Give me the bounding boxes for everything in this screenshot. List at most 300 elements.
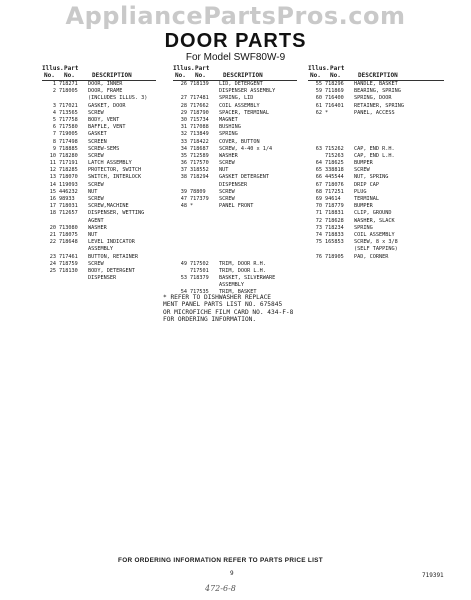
column-header <box>173 66 297 81</box>
illus-number: 26 <box>180 81 187 87</box>
part-description: GASKET DETERGENT <box>219 174 269 181</box>
part-number: 718139 <box>190 81 209 87</box>
part-row <box>42 153 156 160</box>
part-description: SCREW <box>354 167 370 174</box>
illus-number: 28 <box>180 102 187 109</box>
illus-number: 20 <box>49 224 56 231</box>
part-description: SPACER, TERMINAL <box>219 109 269 116</box>
part-number: 718076 <box>325 181 344 188</box>
part-description: LATCH ASSEMBLY <box>88 160 132 167</box>
part-description: WASHER <box>219 152 238 159</box>
header-no: No. <box>175 72 186 79</box>
illus-number: 66 <box>315 174 322 181</box>
part-description: SCREW <box>219 160 235 167</box>
part-number: 446232 <box>59 188 78 195</box>
illus-number: 1 <box>52 81 56 87</box>
illus-number: 39 <box>180 188 187 195</box>
part-row <box>308 218 444 225</box>
part-row <box>308 139 444 146</box>
part-row <box>308 203 444 210</box>
illus-number: 68 <box>315 188 322 195</box>
part-number: 718790 <box>190 109 209 116</box>
illus-number: 7 <box>52 131 56 138</box>
illus-number: 69 <box>315 196 322 202</box>
part-number: 712589 <box>190 152 209 159</box>
illus-number: 48 <box>180 203 187 210</box>
part-number: 718379 <box>190 275 209 282</box>
part-number: 717501 <box>190 267 209 274</box>
illus-number: 5 <box>52 116 56 123</box>
part-description: (INCLUDES ILLUS. 3) <box>88 95 148 102</box>
part-description: PAD, CORNER <box>354 253 389 260</box>
part-row <box>42 268 156 275</box>
part-row <box>173 268 297 275</box>
part-description: ASSEMBLY <box>219 282 244 289</box>
part-number: 718005 <box>59 88 78 95</box>
part-description: BUSHING <box>219 124 241 131</box>
header-description: DESCRIPTION <box>358 72 398 79</box>
part-row <box>42 232 156 239</box>
illus-number: 14 <box>49 181 56 188</box>
part-row <box>42 203 156 210</box>
part-number: 713565 <box>59 109 78 116</box>
part-description: PLUG <box>354 188 367 195</box>
part-row <box>42 124 156 131</box>
part-number: 94614 <box>325 196 341 202</box>
part-description: COVER, BUTTON <box>219 138 260 145</box>
part-row <box>42 189 156 196</box>
illus-number: 36 <box>180 160 187 167</box>
panel-reference-note: * REFER TO DISHWASHER REPLACE MENT PANEL PARTS LIST NO. 675845 OR MICROFICHE FILM CARD NO. 434-F-8 FOR ORDERING INFORMATION. <box>163 294 294 324</box>
part-description: SPRING, DOOR <box>354 95 392 102</box>
part-row <box>42 131 156 138</box>
part-row <box>173 88 297 95</box>
illus-number: 64 <box>315 160 322 167</box>
document-number: 719391 <box>422 572 444 579</box>
part-number: 717498 <box>59 138 78 145</box>
illus-number: 54 <box>180 289 187 296</box>
part-number: 718234 <box>325 224 344 231</box>
part-number: 718905 <box>325 253 344 260</box>
illus-number: 38 <box>180 174 187 181</box>
part-row <box>42 117 156 124</box>
illus-number: 12 <box>49 167 56 174</box>
part-row <box>308 225 444 232</box>
part-description: DRIP CAP <box>354 181 379 188</box>
part-description: DISPENSER ASSEMBLY <box>219 88 276 95</box>
part-description: BUTTON, RETAINER <box>88 253 138 260</box>
part-description: NUT, SPRING <box>354 174 389 181</box>
illus-number: 10 <box>49 152 56 159</box>
part-row <box>173 254 297 261</box>
part-row <box>173 196 297 203</box>
part-number: 718625 <box>325 160 344 167</box>
part-number: 718885 <box>59 145 78 152</box>
part-description: SCREW <box>88 109 104 116</box>
page-title: DOOR PARTS <box>164 30 307 52</box>
parts-column-1 <box>42 66 156 282</box>
part-number: * <box>190 203 194 210</box>
illus-number: 34 <box>180 145 187 152</box>
part-description: PANEL, ACCESS <box>354 109 395 116</box>
part-number: 718296 <box>325 81 344 87</box>
part-row <box>308 196 444 203</box>
part-number: 717580 <box>59 124 78 131</box>
part-number: * <box>325 109 329 116</box>
part-row <box>173 282 297 289</box>
handwritten-note: 472-6-8 <box>205 584 236 593</box>
illus-number: 61 <box>315 102 322 109</box>
part-description: CAP, END L.H. <box>354 152 395 159</box>
part-number: 78809 <box>190 188 206 195</box>
part-description: ASSEMBLY <box>88 246 113 253</box>
illus-number: 71 <box>315 210 322 217</box>
part-description: PROTECTOR, SWITCH <box>88 167 142 174</box>
part-number: 717379 <box>190 196 209 202</box>
part-row <box>308 254 444 261</box>
part-number: 717535 <box>190 289 209 296</box>
part-description: TRIM, DOOR L.H. <box>219 267 266 274</box>
header-part-no: No. <box>195 72 206 79</box>
part-row <box>173 167 297 174</box>
part-row <box>308 131 444 138</box>
illus-number: 63 <box>315 145 322 152</box>
part-description: SCREW <box>88 152 104 159</box>
part-row <box>42 81 156 88</box>
part-number: 717570 <box>190 160 209 167</box>
part-description: BUMPER <box>354 203 373 210</box>
watermark: AppliancePartsPros.com <box>65 2 406 30</box>
part-row <box>308 110 444 117</box>
part-description: RETAINER, SPRING <box>354 102 404 109</box>
illus-number: 18 <box>49 210 56 217</box>
illus-number: 24 <box>49 260 56 267</box>
part-row <box>308 103 444 110</box>
illus-number: 47 <box>180 196 187 202</box>
part-number: 718648 <box>59 239 78 246</box>
part-row <box>308 174 444 181</box>
illus-number: 9 <box>52 145 56 152</box>
part-number: 718130 <box>59 267 78 274</box>
illus-number: 67 <box>315 181 322 188</box>
part-row <box>42 146 156 153</box>
part-row <box>173 124 297 131</box>
part-row <box>173 189 297 196</box>
part-number: 715262 <box>325 145 344 152</box>
parts-column-3 <box>308 66 444 261</box>
part-row <box>42 95 156 102</box>
part-number: 712657 <box>59 210 78 217</box>
header-part-no: No. <box>64 72 75 79</box>
part-description: BODY, VENT <box>88 116 120 123</box>
part-description: SPRING <box>219 131 238 138</box>
part-number: 716400 <box>325 95 344 102</box>
illus-number: 11 <box>49 160 56 167</box>
part-row <box>42 196 156 203</box>
illus-number: 4 <box>52 109 56 116</box>
part-description: BEARING, SPRING <box>354 88 401 95</box>
part-row <box>42 275 156 282</box>
part-description: SCREW, 8 x 3/8 <box>354 239 398 246</box>
part-description: LID, DETERGENT <box>219 81 263 87</box>
part-description: COIL ASSEMBLY <box>354 231 395 238</box>
part-description: NUT <box>88 231 98 238</box>
illus-number: 22 <box>49 239 56 246</box>
illus-number: 32 <box>180 131 187 138</box>
illus-number: 23 <box>49 253 56 260</box>
part-row <box>308 189 444 196</box>
part-description: WASHER <box>88 224 107 231</box>
part-row <box>308 81 444 88</box>
part-row <box>173 139 297 146</box>
part-number: 715734 <box>190 116 209 123</box>
part-description: SPRING <box>354 224 373 231</box>
part-row <box>173 275 297 282</box>
part-description: SCREW <box>219 188 235 195</box>
page-subtitle: For Model SWF80W-9 <box>185 52 286 63</box>
illus-number: 49 <box>180 260 187 267</box>
illus-number: 31 <box>180 124 187 131</box>
part-description: AGENT <box>88 217 104 224</box>
part-row <box>308 232 444 239</box>
part-row <box>42 167 156 174</box>
part-description: HANDLE, BASKET <box>354 81 398 87</box>
column-header <box>308 66 444 81</box>
part-row <box>173 203 297 210</box>
illus-number: 76 <box>315 253 322 260</box>
illus-number: 35 <box>180 152 187 159</box>
part-description: BUMPER <box>354 160 373 167</box>
illus-number: 55 <box>315 81 322 87</box>
part-number: 718833 <box>325 231 344 238</box>
part-number: 718294 <box>190 174 209 181</box>
part-row <box>42 174 156 181</box>
part-description: BODY, DETERGENT <box>88 267 135 274</box>
part-number: 717021 <box>59 102 78 109</box>
part-number: 718422 <box>190 138 209 145</box>
part-description: SCREW <box>88 260 104 267</box>
header-part: Part <box>195 65 210 72</box>
illus-number: 75 <box>315 239 322 246</box>
part-row <box>308 146 444 153</box>
part-description: BAFFLE, VENT <box>88 124 126 131</box>
part-row <box>308 246 444 253</box>
part-row <box>308 160 444 167</box>
part-description: DISPENSER <box>219 181 248 188</box>
part-number: 717191 <box>59 160 78 167</box>
illus-number: 60 <box>315 95 322 102</box>
part-row <box>173 232 297 239</box>
part-description: TERMINAL <box>354 196 379 202</box>
illus-number: 29 <box>180 109 187 116</box>
part-row <box>308 95 444 102</box>
part-description: DISPENSER <box>88 275 117 282</box>
part-row <box>173 182 297 189</box>
header-part: Part <box>64 65 79 72</box>
illus-number: 37 <box>180 167 187 174</box>
part-number: 718280 <box>59 152 78 159</box>
part-row <box>173 160 297 167</box>
part-description: SCREW-SEMS <box>88 145 120 152</box>
part-description: COIL ASSEMBLY <box>219 102 260 109</box>
part-row <box>308 167 444 174</box>
part-number: 718628 <box>325 217 344 224</box>
part-row <box>42 182 156 189</box>
part-number: 445544 <box>325 174 344 181</box>
part-number: 713849 <box>190 131 209 138</box>
part-number: 717088 <box>190 124 209 131</box>
part-description: DISPENSER, WETTING <box>88 210 145 217</box>
illus-number: 53 <box>180 275 187 282</box>
part-number: 718831 <box>325 210 344 217</box>
part-row <box>308 182 444 189</box>
part-row <box>173 174 297 181</box>
part-row <box>308 153 444 160</box>
part-number: 718759 <box>59 260 78 267</box>
part-description: SPRING, LID <box>219 95 254 102</box>
part-row <box>42 218 156 225</box>
part-row <box>42 239 156 246</box>
part-number: 716401 <box>325 102 344 109</box>
part-row <box>173 103 297 110</box>
illus-number: 30 <box>180 116 187 123</box>
part-description: WASHER, SLACK <box>354 217 395 224</box>
part-description: SCREEN <box>88 138 107 145</box>
part-row <box>173 261 297 268</box>
part-number: 98933 <box>59 196 75 202</box>
part-row <box>42 103 156 110</box>
part-row <box>173 110 297 117</box>
part-row <box>173 218 297 225</box>
part-description: (SELF TAPPING) <box>354 246 398 253</box>
part-row <box>173 246 297 253</box>
part-number: 718687 <box>190 145 209 152</box>
illus-number: 15 <box>49 188 56 195</box>
part-row <box>173 95 297 102</box>
part-row <box>308 124 444 131</box>
part-number: 338818 <box>325 167 344 174</box>
illus-number: 27 <box>180 95 187 102</box>
part-row <box>308 239 444 246</box>
part-row <box>42 139 156 146</box>
part-row <box>42 246 156 253</box>
illus-number: 73 <box>315 224 322 231</box>
part-number: 318552 <box>190 167 209 174</box>
header-no: No. <box>310 72 321 79</box>
part-row <box>173 210 297 217</box>
header-description: DESCRIPTION <box>223 72 263 79</box>
part-description: NUT <box>219 167 229 174</box>
header-illus: Illus. <box>173 65 195 72</box>
header-description: DESCRIPTION <box>92 72 132 79</box>
part-description: SWITCH, INTERLOCK <box>88 174 142 181</box>
illus-number: 33 <box>180 138 187 145</box>
part-description: SCREW <box>219 196 235 202</box>
illus-number: 21 <box>49 231 56 238</box>
part-number: 717502 <box>190 260 209 267</box>
part-number: 718271 <box>59 81 78 87</box>
part-row <box>173 131 297 138</box>
part-description: SCREW,MACHINE <box>88 203 129 210</box>
part-number: 711869 <box>325 88 344 95</box>
part-number: 718075 <box>59 231 78 238</box>
part-description: SCREW <box>88 196 104 202</box>
part-description: GASKET <box>88 131 107 138</box>
part-row <box>42 210 156 217</box>
part-number: 713080 <box>59 224 78 231</box>
parts-column-2 <box>173 66 297 297</box>
part-number: 717481 <box>190 95 209 102</box>
header-part-no: No. <box>330 72 341 79</box>
part-number: 717758 <box>59 116 78 123</box>
part-description: DOOR, FRAME <box>88 88 123 95</box>
part-number: 718285 <box>59 167 78 174</box>
part-number: 165853 <box>325 239 344 246</box>
illus-number: 62 <box>315 109 322 116</box>
illus-number: 74 <box>315 231 322 238</box>
column-header <box>42 66 156 81</box>
part-description: BASKET, SILVERWARE <box>219 275 276 282</box>
part-row <box>173 225 297 232</box>
illus-number: 6 <box>52 124 56 131</box>
part-row <box>42 225 156 232</box>
illus-number: 16 <box>49 196 56 202</box>
part-description: SCREW, 4-40 x 1/4 <box>219 145 273 152</box>
part-number: 717662 <box>190 102 209 109</box>
part-description: TRIM, DOOR R.H. <box>219 260 266 267</box>
part-number: 718779 <box>325 203 344 210</box>
illus-number: 17 <box>49 203 56 210</box>
part-row <box>42 254 156 261</box>
part-description: CLIP, GROUND <box>354 210 392 217</box>
illus-number: 59 <box>315 88 322 95</box>
part-number: 119093 <box>59 181 78 188</box>
illus-number: 13 <box>49 174 56 181</box>
illus-number: 70 <box>315 203 322 210</box>
part-row <box>173 117 297 124</box>
part-row <box>42 261 156 268</box>
part-description: PANEL FRONT <box>219 203 254 210</box>
part-row <box>42 110 156 117</box>
part-number: 715263 <box>325 152 344 159</box>
header-no: No. <box>44 72 55 79</box>
part-description: SCREW <box>88 181 104 188</box>
illus-number: 25 <box>49 267 56 274</box>
part-row <box>308 88 444 95</box>
part-number: 717251 <box>325 188 344 195</box>
illus-number: 8 <box>52 138 56 145</box>
part-row <box>173 153 297 160</box>
part-number: 718031 <box>59 203 78 210</box>
part-description: DOOR, INNER <box>88 81 123 87</box>
illus-number: 72 <box>315 217 322 224</box>
part-description: MAGNET <box>219 116 238 123</box>
part-description: NUT <box>88 188 98 195</box>
header-illus: Illus. <box>42 65 64 72</box>
part-number: 717461 <box>59 253 78 260</box>
illus-number: 3 <box>52 102 56 109</box>
part-row <box>42 88 156 95</box>
header-illus: Illus. <box>308 65 330 72</box>
part-number: 718070 <box>59 174 78 181</box>
ordering-info-note: FOR ORDERING INFORMATION REFER TO PARTS PRICE LIST <box>118 557 323 564</box>
part-row <box>308 210 444 217</box>
illus-number: 2 <box>52 88 56 95</box>
page-number: 9 <box>230 570 234 577</box>
part-row <box>173 81 297 88</box>
illus-number: 65 <box>315 167 322 174</box>
part-description: LEVEL INDICATOR <box>88 239 135 246</box>
